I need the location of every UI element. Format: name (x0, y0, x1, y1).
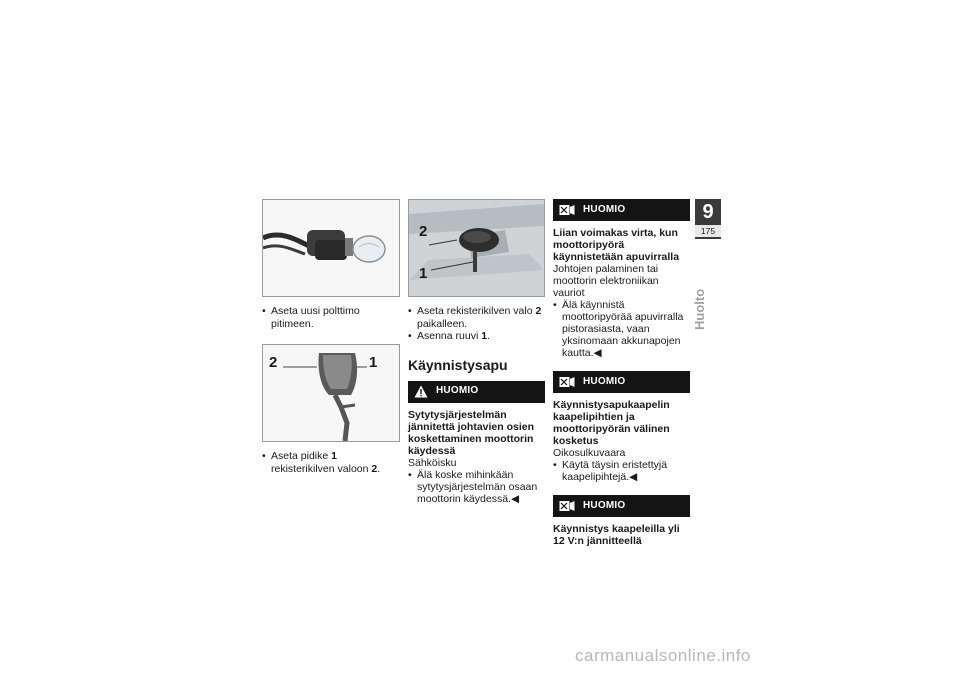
notice-label: HUOMIO (436, 385, 479, 397)
notice2-body: Oikosulkuvaara (553, 447, 626, 459)
photo2-label-left: 2 (269, 354, 278, 371)
notice1-bullet: • Älä käynnistä moottoripyörää apuvirralla pistorasiasta, vaan yksinomaan akkunapojen kautta.◀ (553, 299, 690, 359)
photo-label-top: 2 (419, 223, 428, 240)
notice-bar-2 (553, 371, 690, 393)
column-3 (553, 199, 690, 547)
warning-triangle-icon (414, 385, 428, 398)
chapter-marker (695, 199, 721, 239)
photo2-label-right: 1 (369, 354, 378, 371)
photo-license-light (408, 199, 545, 297)
notice2-title: Käynnistysapukaapelin kaapelipihtien ja moottoripyörän välinen kosketus (553, 399, 670, 447)
material-damage-icon (559, 204, 575, 216)
notice1-list (553, 299, 690, 359)
chapter-title: Huolto (692, 288, 707, 330)
photo-bulb-holder (262, 199, 400, 297)
notice1-title: Liian voimakas virta, kun moottoripyörä käynnistetään apuvirralla (553, 227, 680, 263)
step-list-2 (262, 450, 400, 475)
notice-list (408, 469, 545, 505)
notice1-label: HUOMIO (583, 203, 626, 215)
step-install-screw: • Asenna ruuvi 1. (408, 330, 545, 343)
notice1-body: Johtojen palaminen tai moottorin elektroniikan vauriot (553, 263, 659, 299)
notice2-label: HUOMIO (583, 375, 626, 387)
step-insert-bulb: • Aseta uusi polttimo pitimeen. (262, 305, 400, 330)
photo-holder-bracket (262, 344, 400, 442)
bulb-holder-illustration (263, 200, 399, 296)
step-place-light: • Aseta rekisterikilven valo 2 paikalleen. (408, 305, 545, 330)
notice2-bullet: • Käytä täysin eristettyjä kaapelipihtejä.◀ (553, 459, 690, 483)
step-list-1 (262, 305, 400, 330)
notice-bullet: • Älä koske mihinkään sytytysjärjestelmän osaan moottorin käydessä.◀ (408, 469, 545, 505)
license-light-illustration (409, 200, 544, 296)
notice-body: Sähköisku (408, 456, 457, 469)
photo-label-bottom: 1 (419, 265, 428, 282)
notice-bar-3 (553, 495, 690, 517)
notice-bar-warning (408, 381, 545, 403)
column-1 (262, 199, 400, 475)
step-place-holder: • Aseta pidike 1 rekisterikilven valoon 2. (262, 450, 400, 475)
material-damage-icon (559, 500, 575, 512)
notice-bar-1 (553, 199, 690, 221)
material-damage-icon (559, 376, 575, 388)
step-list-3 (408, 305, 545, 343)
notice2-list (553, 459, 690, 483)
notice3-title: Käynnistys kaapeleilla yli 12 V:n jännitteellä (553, 523, 680, 547)
chapter-number: 9 (702, 201, 714, 223)
page-number: 175 (695, 225, 721, 237)
column-2 (408, 199, 545, 505)
notice-title: Sytytysjärjestelmän jännitettä johtavien osien koskettaminen moottorin käydessä (408, 408, 535, 457)
section-heading: Käynnistysapu (408, 356, 508, 373)
holder-bracket-illustration (263, 345, 399, 441)
notice3-label: HUOMIO (583, 499, 626, 511)
watermark: carmanualsonline.info (575, 646, 751, 665)
